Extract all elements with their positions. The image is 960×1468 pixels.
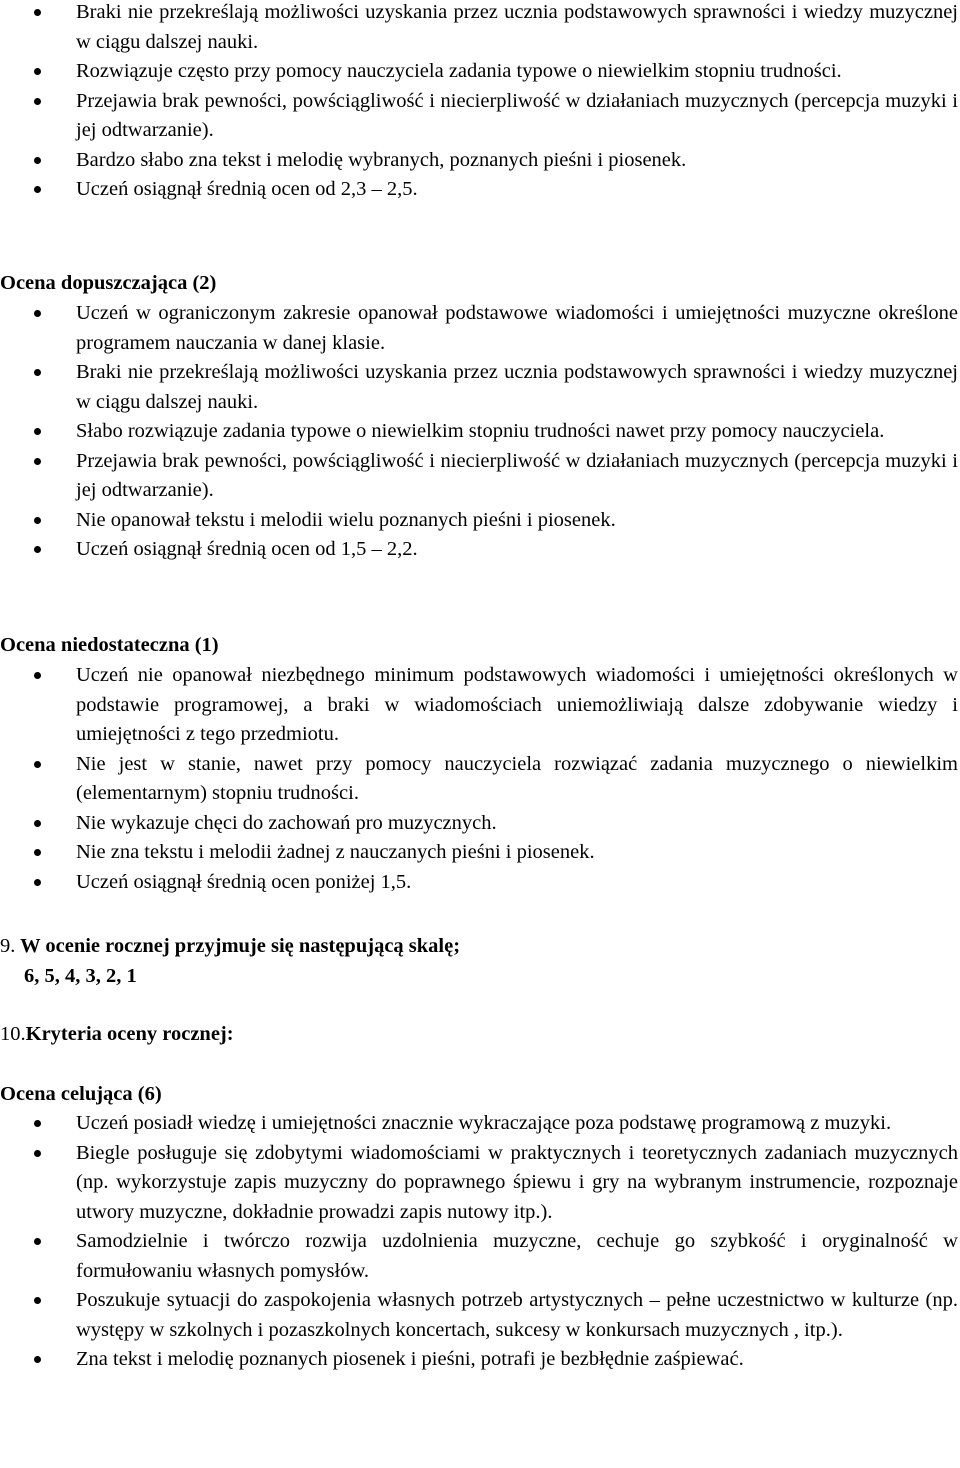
criteria-list-continued (0, 0, 960, 205)
section-title: W ocenie rocznej przyjmuje się następującą skalę; (15, 935, 461, 957)
list-item: Samodzielnie i twórczo rozwija uzdolnienia muzyczne, cechuje go szybkość i oryginalność w formułowaniu własnych pomysłów. (0, 1227, 960, 1286)
heading-ocena-celujaca: Ocena celująca (6) (0, 1083, 162, 1105)
list-item: Poszukuje sytuacji do zaspokojenia własnych potrzeb artystycznych – pełne uczestnictwo w kulturze (np. występy w szkolnych i pozaszkolnych koncertach, sukcesy w konkursach muzycznych , itp.). (0, 1286, 960, 1345)
list-item: Braki nie przekreślają możliwości uzyskania przez ucznia podstawowych sprawności i wiedzy muzycznej w ciągu dalszej nauki. (0, 0, 960, 57)
list-item: Uczeń osiągnął średnią ocen od 1,5 – 2,2. (0, 535, 960, 565)
list-item: Uczeń osiągnął średnią ocen poniżej 1,5. (0, 868, 960, 898)
list-item: Przejawia brak pewności, powściągliwość i niecierpliwość w działaniach muzycznych (percepcja muzyki i jej odtwarzanie). (0, 447, 960, 506)
list-item: Przejawia brak pewności, powściągliwość i niecierpliwość w działaniach muzycznych (percepcja muzyki i jej odtwarzanie). (0, 87, 960, 146)
section-number: 9. (0, 935, 16, 957)
list-item: Biegle posługuje się zdobytymi wiadomościami w praktycznych i teoretycznych zadaniach muzycznych (np. wykorzystuje zapis muzyczny do poprawnego śpiewu i gry na wybranym instrumencie, rozpoznaje utwory muzyczne, dokładnie prowadzi zapis nutowy itp.). (0, 1139, 960, 1228)
list-item: Nie jest w stanie, nawet przy pomocy nauczyciela rozwiązać zadania muzycznego o niewielkim (elementarnym) stopniu trudności. (0, 750, 960, 809)
list-item: Nie wykazuje chęci do zachowań pro muzycznych. (0, 809, 960, 839)
list-item: Uczeń posiadł wiedzę i umiejętności znacznie wykraczające poza podstawę programową z muzyki. (0, 1109, 960, 1139)
list-item: Rozwiązuje często przy pomocy nauczyciela zadania typowe o niewielkim stopniu trudności. (0, 57, 960, 87)
section-title: Kryteria oceny rocznej: (25, 1023, 234, 1045)
list-item: Słabo rozwiązuje zadania typowe o niewielkim stopniu trudności nawet przy pomocy nauczyciela. (0, 417, 960, 447)
criteria-list-niedostateczna (0, 661, 960, 897)
list-item: Nie opanował tekstu i melodii wielu poznanych pieśni i piosenek. (0, 506, 960, 536)
list-item: Bardzo słabo zna tekst i melodię wybranych, poznanych pieśni i piosenek. (0, 146, 960, 176)
grading-scale: 6, 5, 4, 3, 2, 1 (24, 965, 137, 987)
list-item: Uczeń w ograniczonym zakresie opanował podstawowe wiadomości i umiejętności muzyczne określone programem nauczania w danej klasie. (0, 299, 960, 358)
list-item: Braki nie przekreślają możliwości uzyskania przez ucznia podstawowych sprawności i wiedzy muzycznej w ciągu dalszej nauki. (0, 358, 960, 417)
list-item: Zna tekst i melodię poznanych piosenek i pieśni, potrafi je bezbłędnie zaśpiewać. (0, 1345, 960, 1375)
section-9-heading (0, 931, 460, 961)
list-item: Nie zna tekstu i melodii żadnej z nauczanych pieśni i piosenek. (0, 838, 960, 868)
list-item: Uczeń osiągnął średnią ocen od 2,3 – 2,5. (0, 175, 960, 205)
section-number: 10. (0, 1023, 26, 1045)
heading-ocena-dopuszczajaca: Ocena dopuszczająca (2) (0, 272, 217, 294)
list-item: Uczeń nie opanował niezbędnego minimum podstawowych wiadomości i umiejętności określonych w podstawie programowej, a braki w wiadomościach uniemożliwiają dalsze zdobywanie wiedzy i umiejętności z tego przedmiotu. (0, 661, 960, 750)
heading-ocena-niedostateczna: Ocena niedostateczna (1) (0, 634, 219, 656)
criteria-list-dopuszczajaca (0, 299, 960, 565)
section-10-heading (0, 1019, 234, 1049)
criteria-list-celujaca (0, 1109, 960, 1375)
